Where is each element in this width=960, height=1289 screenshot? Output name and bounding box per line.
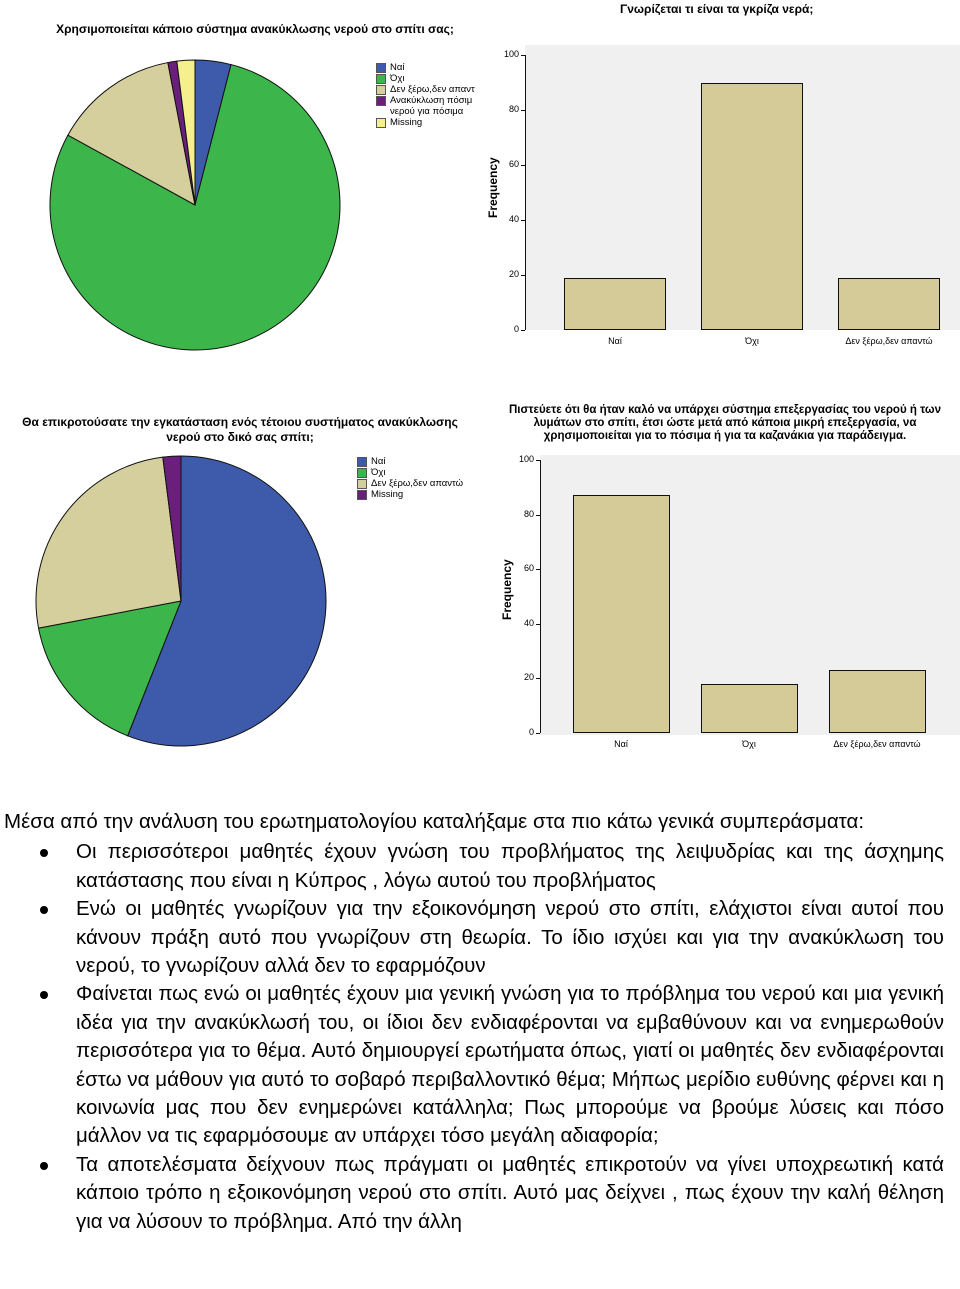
y-tick-label: 100 bbox=[503, 49, 519, 59]
conclusion-text: Φαίνεται πως ενώ οι μαθητές έχουν μια γενική γνώση για το πρόβλημα του νερού και μια γενική ιδέα για την ανακύκλωσή του, οι ίδιοι δεν ενδιαφέρονται να εμβαθύνουν και να ενημερωθούν περισσότερα για το θέμα. Αυτό δημιουργεί ερωτήματα όπως, γιατί οι μαθητές δεν ενδιαφέρονται έστω να μάθουν για αυτό το σοβαρό περιβαλλοντικό θέμα; Μήπως μερίδιο ευθύνης φέρνει και η κοινωνία μας που δεν ενημερώνει κατάλληλα; Πως μπορούμε να βρούμε λύσεις και πόσο μάλλον να τις εφαρμόσουμε αν υπάρχει τόσο μεγάλη αδιαφορία; bbox=[76, 982, 944, 1148]
bar bbox=[573, 495, 670, 733]
x-category-label: Ναί bbox=[608, 336, 622, 346]
legend-label: Missing bbox=[390, 117, 423, 128]
y-tick-mark bbox=[521, 330, 525, 331]
chart2-ylabel: Frequency bbox=[486, 157, 500, 218]
conclusion-item bbox=[4, 980, 944, 1150]
legend-label: Missing bbox=[371, 489, 404, 500]
y-tick-label: 40 bbox=[508, 214, 519, 224]
chart3-title: Θα επικροτούσατε την εγκατάσταση ενός τέτοιου συστήματος ανακύκλωσης νερού στο δικό σας σπίτι; bbox=[22, 415, 458, 444]
legend-swatch bbox=[357, 468, 367, 478]
pie-slice bbox=[36, 457, 181, 628]
conclusion-item bbox=[4, 895, 944, 980]
y-tick-label: 80 bbox=[508, 104, 519, 114]
chart2-title: Γνωρίζεται τι είναι τα γκρίζα νερά; bbox=[620, 2, 814, 16]
legend-label: Όχι bbox=[390, 73, 405, 84]
conclusion-item bbox=[4, 838, 944, 895]
legend-swatch bbox=[376, 96, 386, 106]
y-tick-label: 20 bbox=[523, 672, 534, 683]
bar bbox=[838, 278, 940, 330]
legend-swatch bbox=[376, 74, 386, 84]
legend-label: Δεν ξέρω,δεν απαντ bbox=[390, 84, 475, 95]
bar bbox=[701, 684, 798, 733]
legend-item bbox=[376, 95, 476, 117]
conclusion-text: Ενώ οι μαθητές γνωρίζουν για την εξοικονόμηση νερού στο σπίτι, ελάχιστοι είναι αυτοί που κάνουν πράξη αυτό που γνωρίζουν στη θεωρία. Το ίδιο ισχύει και για την ανακύκλωση του νερού, το γνωρίζουν αλλά δεν το εφαρμόζουν bbox=[76, 897, 944, 978]
x-category-label: Όχι bbox=[745, 336, 759, 346]
legend-swatch bbox=[357, 479, 367, 489]
bullet-icon bbox=[40, 991, 48, 999]
x-category-label: Δεν ξέρω,δεν απαντώ bbox=[833, 739, 921, 749]
x-category-label: Ναί bbox=[614, 739, 628, 749]
y-tick-mark bbox=[536, 733, 540, 734]
conclusions-list bbox=[4, 838, 944, 1236]
y-tick-label: 100 bbox=[518, 454, 534, 464]
chart4-title: Πιστεύετε ότι θα ήταν καλό να υπάρχει σύστημα επεξεργασίας του νερού ή των λυμάτων στο σπίτι, έτσι ώστε μετά από κάποια μικρή επεξεργασία, να χρησιμοποιείται για το πόσιμα ή για τα καζανάκια για παράδειγμα. bbox=[509, 404, 941, 442]
chart1-legend bbox=[376, 62, 476, 128]
chart3-legend bbox=[357, 456, 467, 500]
bullet-icon bbox=[40, 849, 48, 857]
legend-item bbox=[376, 73, 476, 84]
legend-swatch bbox=[376, 118, 386, 128]
bar bbox=[829, 670, 926, 733]
conclusion-text: Τα αποτελέσματα δείχνουν πως πράγματι οι μαθητές επικροτούν να γίνει υποχρεωτική κατά κάποιο τρόπο η εξοικονόμηση νερού στο σπίτι. Αυτό μας δείχνει , πως έχουν την καλή θέληση για να λύσουν το πρόβλημα. Από την άλλη bbox=[76, 1152, 944, 1233]
legend-item bbox=[376, 84, 476, 95]
y-tick-label: 0 bbox=[513, 324, 519, 334]
conclusions-section bbox=[4, 808, 944, 1236]
legend-swatch bbox=[376, 85, 386, 95]
conclusion-item bbox=[4, 1151, 944, 1236]
legend-item bbox=[357, 489, 467, 500]
bullet-icon bbox=[40, 1162, 48, 1170]
y-tick-label: 80 bbox=[523, 508, 534, 519]
y-tick-label: 0 bbox=[528, 727, 534, 737]
legend-item bbox=[376, 62, 476, 73]
bar bbox=[701, 83, 803, 331]
y-axis-line bbox=[525, 55, 526, 330]
y-tick-label: 60 bbox=[523, 563, 534, 574]
legend-label: Δεν ξέρω,δεν απαντώ bbox=[371, 478, 464, 489]
legend-item bbox=[357, 467, 467, 478]
legend-swatch bbox=[357, 490, 367, 500]
chart4-ylabel: Frequency bbox=[500, 559, 514, 620]
bar bbox=[564, 278, 666, 330]
legend-swatch bbox=[376, 63, 386, 73]
chart1-title: Χρησιμοποιείται κάποιο σύστημα ανακύκλωσης νερού στο σπίτι σας; bbox=[56, 22, 454, 36]
legend-swatch bbox=[357, 457, 367, 467]
intro-paragraph: Μέσα από την ανάλυση του ερωτηματολογίου καταλήξαμε στα πιο κάτω γενικά συμπεράσματα: bbox=[4, 810, 865, 833]
legend-label: Ναί bbox=[390, 62, 405, 73]
legend-item bbox=[357, 478, 467, 489]
x-category-label: Δεν ξέρω,δεν απαντώ bbox=[845, 336, 933, 346]
legend-item bbox=[357, 456, 467, 467]
y-tick-label: 60 bbox=[508, 159, 519, 169]
y-tick-label: 20 bbox=[508, 269, 519, 279]
legend-label: Ναί bbox=[371, 456, 386, 467]
bullet-icon bbox=[40, 906, 48, 914]
x-category-label: Όχι bbox=[742, 739, 756, 749]
legend-label: Ανακύκλωση πόσιμ νερού για πόσιμα bbox=[390, 95, 473, 117]
y-axis-line bbox=[540, 460, 541, 733]
conclusion-text: Οι περισσότεροι μαθητές έχουν γνώση του προβλήματος της λειψυδρίας και της άσχημης κατάστασης που είναι η Κύπρος , λόγω αυτού του προβλήματος bbox=[76, 840, 944, 892]
legend-item bbox=[376, 117, 476, 128]
legend-label: Όχι bbox=[371, 467, 386, 478]
y-tick-label: 40 bbox=[523, 617, 534, 628]
